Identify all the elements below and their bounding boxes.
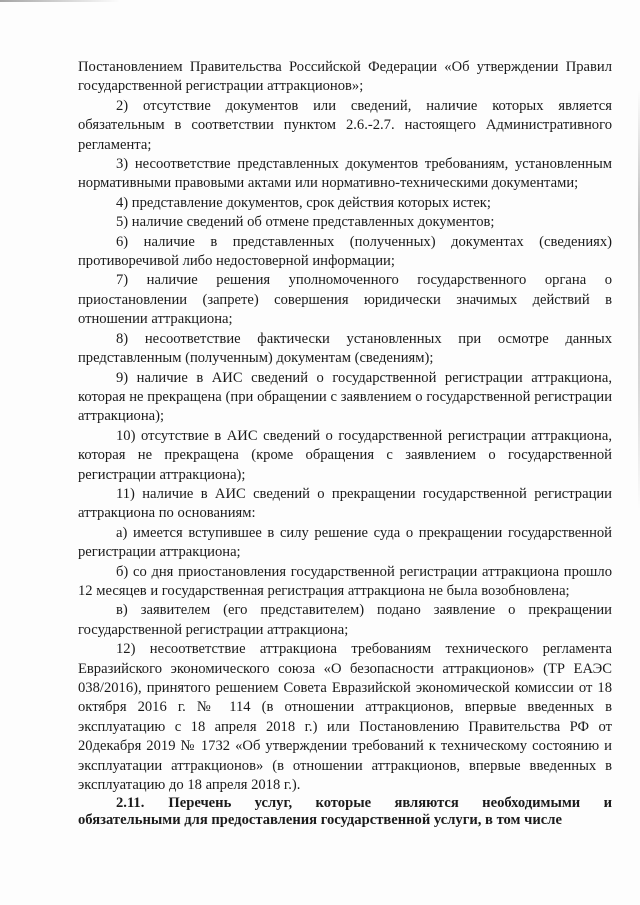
paragraph-item-6: 6) наличие в представленных (полученных) документах (сведениях) противоречивой либо недостоверной информации; xyxy=(78,233,612,270)
paragraph-item-9: 9) наличие в АИС сведений о государственной регистрации аттракциона, которая не прекращена (при обращении с заявлением о государственной регистрации аттракциона); xyxy=(78,369,612,425)
paragraph-item-3: 3) несоответствие представленных документов требованиям, установленным нормативными правовыми актами или нормативно-техническими документами; xyxy=(78,156,612,192)
section-heading-number: 2.11. xyxy=(116,795,145,812)
section-heading-text: Перечень услуг, которые являются необходимыми и обязательными для предоставления государственной услуги, в том числе xyxy=(78,795,612,829)
paragraph-item-10: 10) отсутствие в АИС сведений о государственной регистрации аттракциона, которая не прекращена (кроме обращения с заявлением о государственной регистрации аттракциона); xyxy=(78,427,612,483)
paragraph-item-12: 12) несоответствие аттракциона требованиям технического регламента Евразийского экономического союза «О безопасности аттракционов» (ТР ЕАЭС 038/2016), принятого решением Совета Евразийской экономической комиссии от 18 октября 2016 г. № 114 (в отношении аттракционов, впервые введенных в эксплуатацию с 18 апреля 2018 г.) или Постановлению Правительства РФ от 20декабря 2019 № 1732 «Об утверждении требований к техническому состоянию и эксплуатации аттракционов» (в отношении аттракционов, впервые введенных в эксплуатацию до 18 апреля 2018 г.). xyxy=(78,641,612,794)
paragraph-item-11: 11) наличие в АИС сведений о прекращении государственной регистрации аттракциона по основаниям: xyxy=(78,485,612,522)
paragraph-item-5: 5) наличие сведений об отмене представленных документов; xyxy=(116,214,495,231)
document-body xyxy=(78,58,612,829)
paragraph-item-7: 7) наличие решения уполномоченного государственного органа о приостановлении (запрете) совершения юридически значимых действий в отношении аттракциона; xyxy=(78,272,612,328)
scan-artifact-top xyxy=(0,0,120,2)
paragraph-item-2: 2) отсутствие документов или сведений, наличие которых является обязательным в соответствии пунктом 2.6.-2.7. настоящего Административного регламента; xyxy=(78,97,612,153)
paragraph-subitem-a: а) имеется вступившее в силу решение суда о прекращении государственной регистрации аттракциона; xyxy=(78,524,612,561)
paragraph-subitem-v: в) заявителем (его представителем) подано заявление о прекращении государственной регистрации аттракциона; xyxy=(78,602,612,638)
paragraph-continuation: Постановлением Правительства Российской Федерации «Об утверждении Правил государственной регистрации аттракционов»; xyxy=(78,59,612,95)
paragraph-item-8: 8) несоответствие фактически установленных при осмотре данных представленным (полученным) документам (сведениям); xyxy=(78,330,612,367)
paragraph-item-4: 4) представление документов, срок действия которых истек; xyxy=(116,194,491,211)
section-heading xyxy=(78,795,612,829)
paragraph-subitem-b: б) со дня приостановления государственной регистрации аттракциона прошло 12 месяцев и государственная регистрация аттракциона не была возобновлена; xyxy=(78,563,612,599)
